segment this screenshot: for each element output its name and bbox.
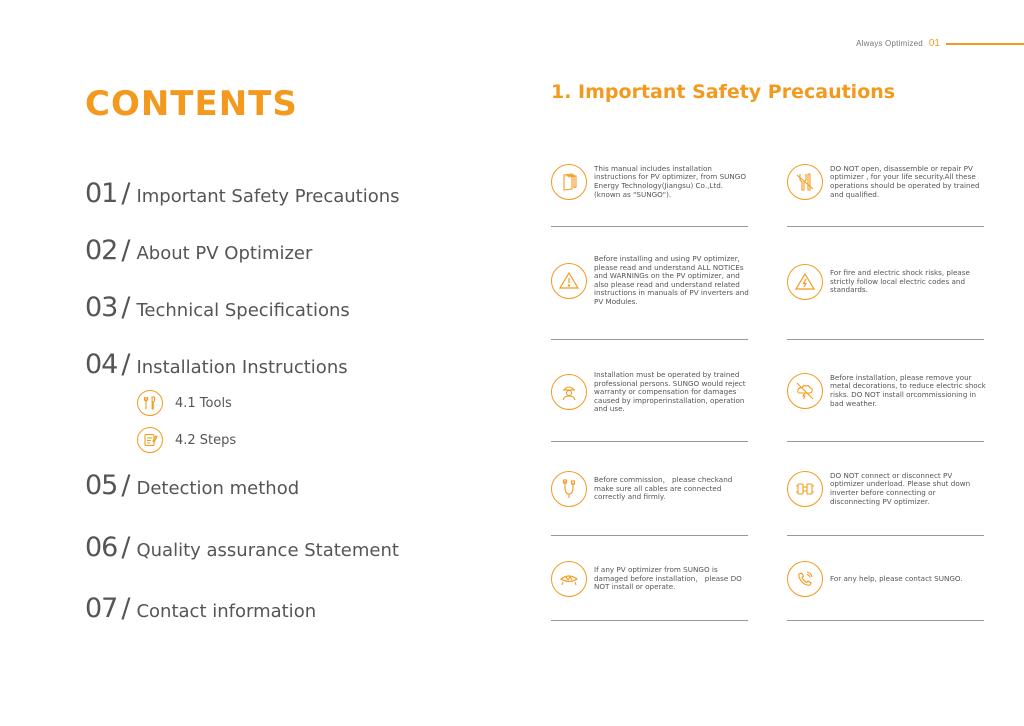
toc-number: 04 xyxy=(85,349,118,380)
toc-number: 05 xyxy=(85,470,118,501)
toc-item-06[interactable] xyxy=(85,532,399,563)
cable-icon xyxy=(551,471,587,507)
toc-sublabel: 4.2 Steps xyxy=(175,432,237,448)
toc-label: Technical Specifications xyxy=(136,300,350,321)
notice-manual xyxy=(551,164,751,200)
header-tagline: Always Optimized xyxy=(856,39,923,48)
toc-item-01[interactable] xyxy=(85,178,400,209)
notice-no-storm xyxy=(787,373,987,409)
notice-connector xyxy=(787,471,987,507)
toc-slash: / xyxy=(121,470,131,501)
warning-icon xyxy=(551,263,587,299)
toc-label: Installation Instructions xyxy=(136,357,348,378)
notice-text: For fire and electric shock risks, please strictly follow local electric codes and standards. xyxy=(830,268,970,295)
toc-slash: / xyxy=(121,178,131,209)
notice-cable xyxy=(551,471,751,507)
divider xyxy=(787,620,984,621)
tools-icon xyxy=(137,390,163,416)
toc-item-04[interactable] xyxy=(85,349,348,380)
toc-label: Detection method xyxy=(136,478,300,499)
notice-text: Before installing and using PV optimizer, please read and understand ALL NOTICEs and WARNINGs on the PV optimizer, and also please read and understand related instructions in manuals of PV inverters and PV Modules. xyxy=(594,254,749,306)
divider xyxy=(787,226,984,227)
notice-text: Before installation, please remove your metal decorations, to reduce electric shock risks. DO NOT install orcommissioning in bad weather. xyxy=(830,372,986,408)
header-rule xyxy=(946,43,1024,45)
worker-icon xyxy=(551,374,587,410)
toc-number: 02 xyxy=(85,235,118,266)
toc-slash: / xyxy=(121,593,131,624)
toc-sublabel: 4.1 Tools xyxy=(175,395,232,411)
divider xyxy=(551,441,748,442)
steps-icon xyxy=(137,427,163,453)
toc-slash: / xyxy=(121,532,131,563)
no-storm-icon xyxy=(787,373,823,409)
notice-text: For any help, please contact SUNGO. xyxy=(830,573,963,583)
notice-electric-shock xyxy=(787,264,987,300)
divider xyxy=(551,535,748,536)
toc-subitem-steps[interactable] xyxy=(137,427,236,453)
no-disassemble-icon xyxy=(787,164,823,200)
toc-slash: / xyxy=(121,235,131,266)
toc-label: About PV Optimizer xyxy=(136,243,313,264)
toc-subitem-tools[interactable] xyxy=(137,390,232,416)
toc-number: 03 xyxy=(85,292,118,323)
notice-text: Before commission， please checkand make sure all cables are connected correctly and firmly. xyxy=(594,475,733,502)
notice-text: If any PV optimizer from SUNGO is damaged before installation， please DO NOT install or operate. xyxy=(594,565,742,592)
toc-number: 06 xyxy=(85,532,118,563)
page-header xyxy=(856,38,1024,49)
contents-title: CONTENTS xyxy=(85,84,298,124)
toc-number: 07 xyxy=(85,593,118,624)
notice-warning xyxy=(551,255,751,307)
header-page-number: 01 xyxy=(928,38,940,49)
notice-text: DO NOT open, disassemble or repair PV optimizer , for your life security.All these operations should be operated by trained and qualified. xyxy=(830,163,980,199)
notice-text: DO NOT connect or disconnect PV optimizer underload. Please shut down inverter before connecting or disconnecting PV optimizer. xyxy=(830,470,971,506)
divider xyxy=(551,339,748,340)
toc-item-07[interactable] xyxy=(85,593,316,624)
toc-item-03[interactable] xyxy=(85,292,350,323)
notice-damaged-device xyxy=(551,561,751,597)
phone-icon xyxy=(787,561,823,597)
manual-icon xyxy=(551,164,587,200)
notice-text: Installation must be operated by trained professional persons. SUNGO would reject warranty or compensation for damages caused by improperinstallation, operation and use. xyxy=(594,370,746,414)
divider xyxy=(787,441,984,442)
divider xyxy=(551,226,748,227)
notice-text: This manual includes installation instructions for PV optimizer, from SUNGO Energy Technology(Jiangsu) Co.,Ltd. (known as "SUNGO"). xyxy=(594,163,747,199)
toc-item-02[interactable] xyxy=(85,235,312,266)
toc-label: Important Safety Precautions xyxy=(136,186,400,207)
electric-shock-icon xyxy=(787,264,823,300)
toc-slash: / xyxy=(121,349,131,380)
notice-no-disassemble xyxy=(787,164,987,200)
divider xyxy=(787,535,984,536)
divider xyxy=(551,620,748,621)
damaged-device-icon xyxy=(551,561,587,597)
toc-label: Contact information xyxy=(136,601,317,622)
toc-item-05[interactable] xyxy=(85,470,299,501)
notice-contact xyxy=(787,561,987,597)
section-title: 1. Important Safety Precautions xyxy=(551,81,896,103)
toc-slash: / xyxy=(121,292,131,323)
notice-worker xyxy=(551,371,751,414)
toc-label: Quality assurance Statement xyxy=(136,540,399,561)
toc-number: 01 xyxy=(85,178,118,209)
connector-icon xyxy=(787,471,823,507)
divider xyxy=(787,339,984,340)
